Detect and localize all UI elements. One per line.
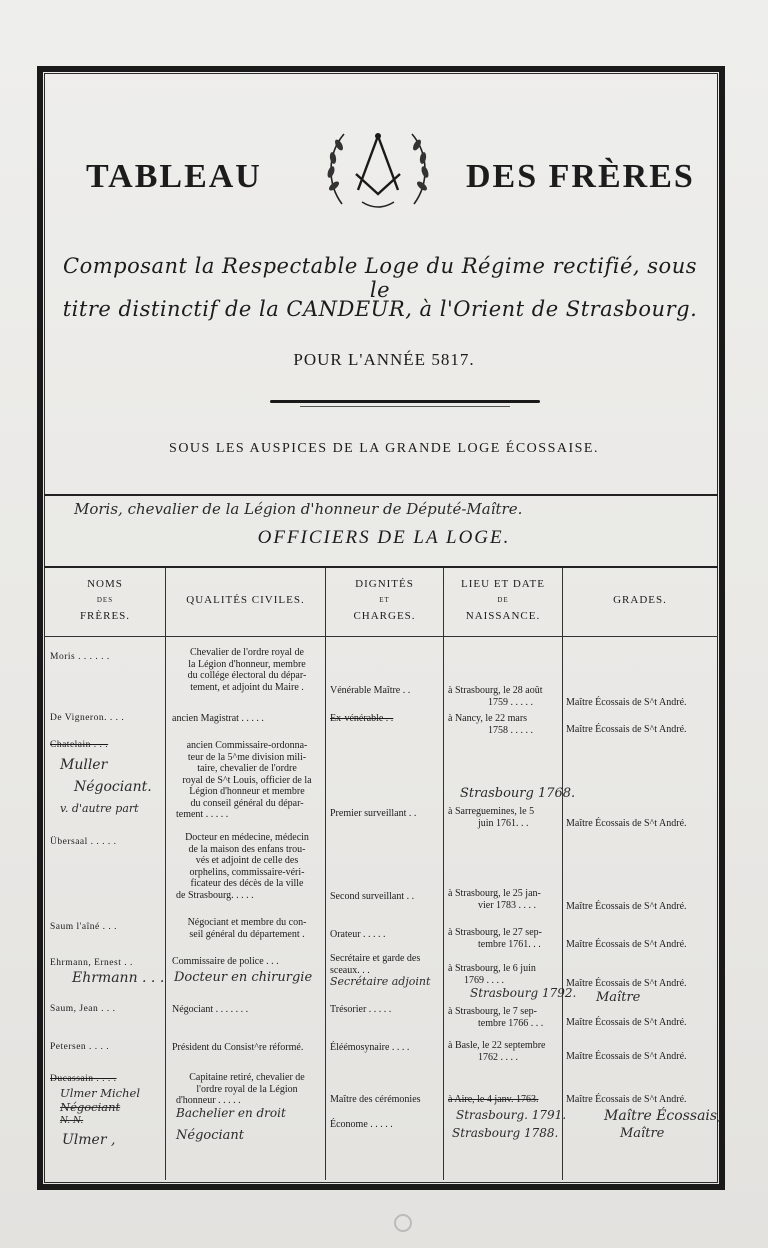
row-hand-name: Ehrmann . . . xyxy=(72,970,165,986)
row-lieu: à Basle, le 22 septembre 1762 . . . . xyxy=(448,1040,546,1063)
row-hand-lieu: Strasbourg 1792. xyxy=(470,986,577,1000)
row-qualites: ancien Magistrat . . . . . xyxy=(172,713,264,724)
row-hand-name: Ulmer , xyxy=(62,1132,116,1148)
section-title: OFFICIERS DE LA LOGE. xyxy=(257,527,511,548)
row-dignite: Trésorier . . . . . xyxy=(330,1004,392,1015)
title-right: DES FRÈRES xyxy=(466,158,695,195)
row-grade: Maître Écossais de S^t André. xyxy=(566,901,687,912)
subtitle-line-2: titre distinctif de la CANDEUR, à l'Orient de Strasbourg. xyxy=(62,297,698,321)
row-lieu: à Strasbourg, le 25 jan- vier 1783 . . . . xyxy=(448,888,541,911)
row-name: Chatelain . . . xyxy=(50,740,109,750)
row-hand-qualites: Négociant xyxy=(176,1128,245,1143)
row-lieu: à Aire, le 4 janv. 1763. xyxy=(448,1094,539,1105)
row-lieu: à Nancy, le 22 mars 1758 . . . . . xyxy=(448,713,533,736)
handwritten-note: Moris, chevalier de la Légion d'honneur de Député-Maître. xyxy=(74,500,523,518)
row-grade: Maître Écossais de S^t André. xyxy=(566,939,687,950)
header-dignites: DIGNITÉS ET CHARGES. xyxy=(353,578,416,622)
auspices-line: SOUS LES AUSPICES DE LA GRANDE LOGE ÉCOSSAISE. xyxy=(169,441,599,456)
masonic-wreath-emblem xyxy=(322,124,434,214)
row-dignite: Orateur . . . . . xyxy=(330,929,386,940)
row-grade: Maître Écossais de S^t André. xyxy=(566,818,687,829)
row-name: Moris . . . . . . xyxy=(50,652,110,662)
row-dignite: Économe . . . . . xyxy=(330,1119,393,1130)
row-hand-dignite: Secrétaire adjoint xyxy=(330,975,431,988)
row-qualites: Commissaire de police . . . xyxy=(172,956,279,967)
row-name: De Vigneron. . . . xyxy=(50,713,125,723)
header-qualites: QUALITÉS CIVILES. xyxy=(186,594,305,606)
row-name: Ducassain . . . . xyxy=(50,1074,117,1084)
row-hand-name: Ulmer Michel Négociant N. N. xyxy=(60,1086,141,1126)
row-dignite: Éléémosynaire . . . . xyxy=(330,1042,410,1053)
column-divider xyxy=(443,568,444,1180)
row-qualites: Négociant . . . . . . . xyxy=(172,1004,249,1015)
row-dignite: Secrétaire et garde des sceaux. . . xyxy=(330,953,421,976)
row-qualites: ancien Commissaire-ordonna- teur de la 5^me division mili- taire, chevalier de l'ordre royal de S^t Louis, officier de la Légion d'honneur et membre du conseil général du dépar- tement . . . . . xyxy=(176,740,312,820)
row-lieu: à Strasbourg, le 6 juin 1769 . . . . xyxy=(448,963,536,986)
row-grade: Maître Écossais de S^t André. xyxy=(566,978,687,989)
row-lieu: à Strasbourg, le 7 sep- tembre 1766 . . . xyxy=(448,1006,544,1029)
row-hand-grade: Maître Écossais, xyxy=(604,1108,722,1124)
row-qualites: Docteur en médecine, médecin de la maison des enfans trou- vés et adjoint de celle des orphelins, commissaire-véri- ficateur des décès de la ville de Strasbourg. . . . . xyxy=(176,832,309,901)
row-qualites: Chevalier de l'ordre royal de la Légion d'honneur, membre du collége électoral du dépar- tement, et adjoint du Maire . xyxy=(187,647,307,693)
row-grade: Maître Écossais de S^t André. xyxy=(566,1094,687,1105)
row-hand-lieu: Strasbourg 1768. xyxy=(460,786,576,801)
title-left: TABLEAU xyxy=(86,158,262,195)
column-divider xyxy=(562,568,563,1180)
ornamental-rule-thin xyxy=(300,406,510,407)
column-divider xyxy=(325,568,326,1180)
ornamental-rule xyxy=(270,400,540,403)
column-divider xyxy=(165,568,166,1180)
row-qualites: Président du Consist^re réformé. xyxy=(172,1042,304,1053)
subtitle-line-1: Composant la Respectable Loge du Régime rectifié, sous le xyxy=(63,254,697,302)
row-dignite: Vénérable Maître . . xyxy=(330,685,411,696)
row-name: Übersaal . . . . . xyxy=(50,837,117,847)
row-grade: Maître Écossais de S^t André. xyxy=(566,1017,687,1028)
row-hand-name: Muller Négociant. v. d'autre part xyxy=(60,757,152,815)
row-hand-grade: Maître xyxy=(620,1126,665,1141)
row-lieu: à Strasbourg, le 27 sep- tembre 1761. . . xyxy=(448,927,542,950)
row-dignite: Second surveillant . . xyxy=(330,891,415,902)
row-qualites: Capitaine retiré, chevalier de l'ordre royal de la Légion d'honneur . . . . . xyxy=(176,1072,305,1106)
table-header-rule xyxy=(44,636,718,637)
row-dignite: Maître des cérémonies xyxy=(330,1094,421,1105)
year-line: POUR L'ANNÉE 5817. xyxy=(293,350,475,369)
header-grades: GRADES. xyxy=(613,594,667,606)
row-name: Saum, Jean . . . xyxy=(50,1004,116,1014)
divider xyxy=(44,494,718,496)
row-grade: Maître Écossais de S^t André. xyxy=(566,1051,687,1062)
header-noms: NOMS DES FRÈRES. xyxy=(79,578,131,622)
row-name: Saum l'aîné . . . xyxy=(50,922,117,932)
row-dignite: Ex-vénérable . . xyxy=(330,713,394,724)
row-lieu: à Sarreguemines, le 5 juin 1761. . . xyxy=(448,806,535,829)
row-dignite: Premier surveillant . . xyxy=(330,808,417,819)
row-grade: Maître Écossais de S^t André. xyxy=(566,697,687,708)
row-name: Petersen . . . . xyxy=(50,1042,110,1052)
row-hand-grade: Maître xyxy=(596,990,641,1005)
row-hand-qualites: Docteur en chirurgie xyxy=(174,970,313,985)
stamp-mark xyxy=(390,1212,416,1234)
row-hand-lieu: Strasbourg. 1791. xyxy=(456,1108,567,1122)
row-hand-lieu: Strasbourg 1788. xyxy=(452,1126,559,1140)
row-qualites: Négociant et membre du con- seil général du département . xyxy=(187,917,307,940)
row-grade: Maître Écossais de S^t André. xyxy=(566,724,687,735)
table-top-rule xyxy=(44,566,718,568)
row-lieu: à Strasbourg, le 28 août 1759 . . . . . xyxy=(448,685,543,708)
header-lieu: LIEU ET DATE DE NAISSANCE. xyxy=(461,578,545,622)
row-name: Ehrmann, Ernest . . xyxy=(50,958,133,968)
row-hand-qualites: Bachelier en droit xyxy=(176,1106,286,1120)
